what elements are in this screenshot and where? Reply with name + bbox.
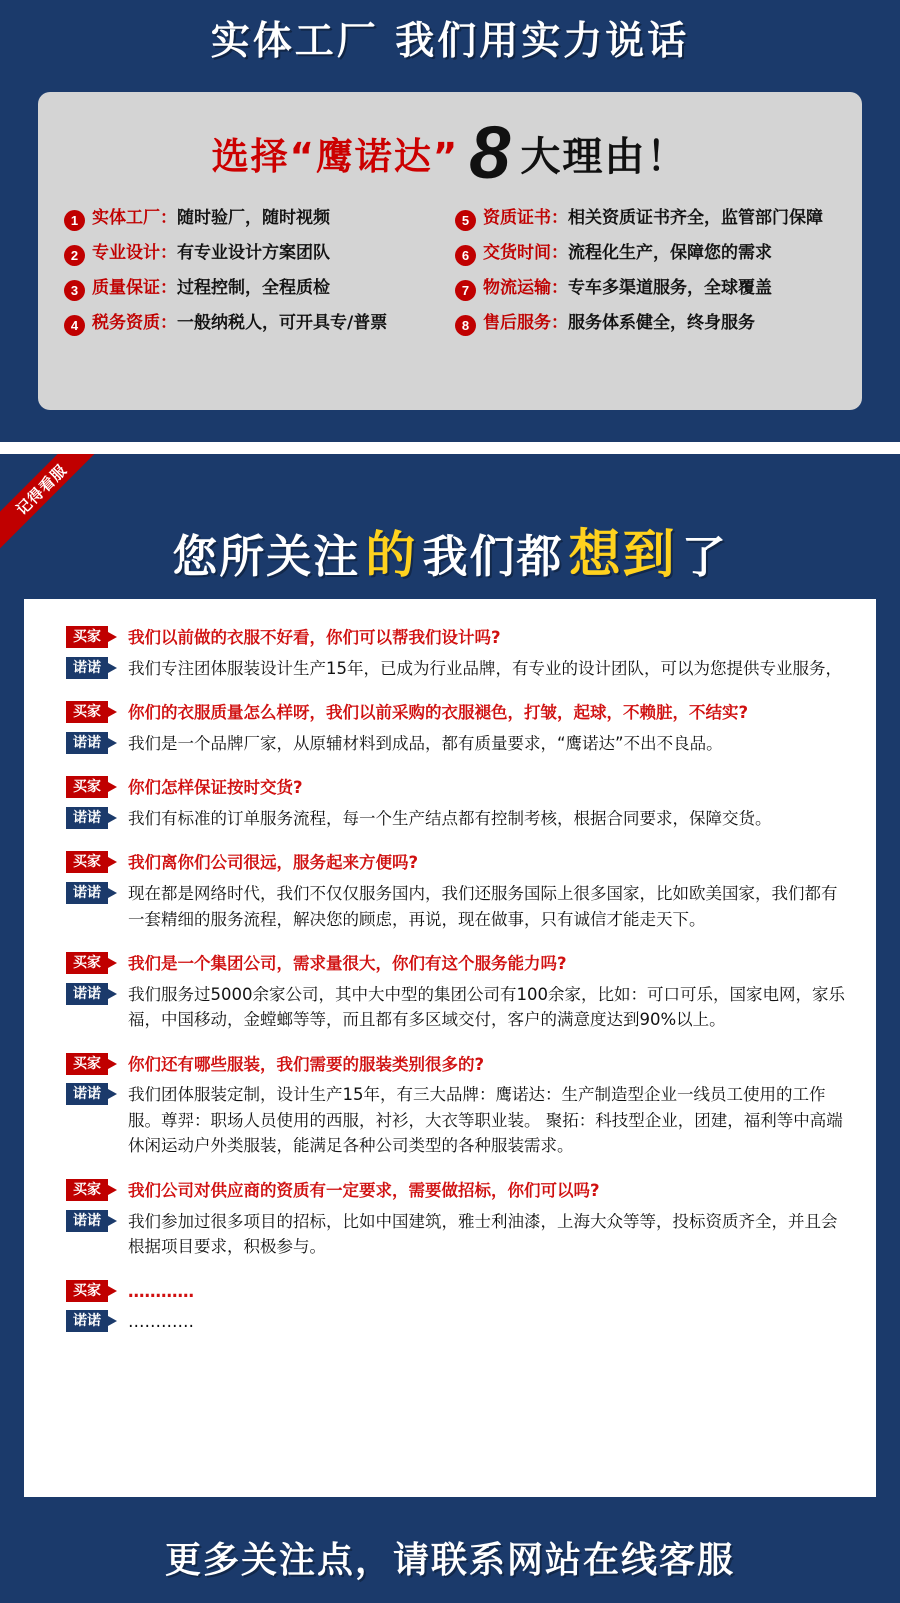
faq-question-row (66, 1052, 846, 1078)
faq-answer-row (66, 982, 846, 1033)
reason-item (64, 243, 445, 266)
seller-tag: 诺诺 (66, 807, 108, 829)
faq-question-row (66, 1178, 846, 1204)
faq-question-row (66, 775, 846, 801)
seller-tag: 诺诺 (66, 657, 108, 679)
reason-item (455, 208, 836, 231)
faq-question-text: 你们还有哪些服装，我们需要的服装类别很多的? (128, 1054, 485, 1074)
reason-value: 服务体系健全，终身服务 (568, 313, 755, 333)
reason-number-badge: 4 (64, 315, 85, 336)
reason-item (64, 313, 445, 336)
faq-item (66, 1279, 846, 1335)
section2-title (0, 454, 900, 584)
reason-number-badge: 5 (455, 210, 476, 231)
section2-title-part-a: 您所关注 (172, 530, 361, 583)
faq-answer-text: 我们有标准的订单服务流程，每一个生产结点都有控制考核，根据合同要求，保障交货。 (128, 808, 772, 828)
faq-answer-text: 现在都是网络时代，我们不仅仅服务国内，我们还服务国际上很多国家，比如欧美国家，我们都有一套精细的服务流程，解决您的顾虑，再说，现在做事，只有诚信才能走天下。 (128, 883, 838, 929)
faq-question-text: ………… (128, 1281, 194, 1301)
reason-item (455, 278, 836, 301)
buyer-tag: 买家 (66, 701, 108, 723)
reasons-heading (64, 108, 836, 198)
seller-tag: 诺诺 (66, 1083, 108, 1105)
reasons-box (38, 92, 862, 410)
section2-title-part-c: 我们都 (422, 530, 564, 583)
buyer-tag: 买家 (66, 952, 108, 974)
faq-answer-row (66, 731, 846, 757)
faq-answer-row (66, 881, 846, 932)
faq-answer-text: 我们参加过很多项目的招标，比如中国建筑，雅士利油漆，上海大众等等，投标资质齐全，并且会根据项目要求，积极参与。 (128, 1211, 838, 1257)
reason-key: 质量保证： (92, 278, 177, 298)
buyer-tag: 买家 (66, 1179, 108, 1201)
faq-item (66, 700, 846, 756)
reason-number-badge: 7 (455, 280, 476, 301)
faq-question-row (66, 700, 846, 726)
reason-item (64, 278, 445, 301)
reason-number-badge: 1 (64, 210, 85, 231)
buyer-tag: 买家 (66, 626, 108, 648)
reason-value: 有专业设计方案团队 (177, 243, 330, 263)
seller-tag: 诺诺 (66, 732, 108, 754)
section-faq (0, 454, 900, 1603)
section2-title-part-e: 了 (681, 532, 728, 583)
faq-item (66, 1052, 846, 1159)
reasons-heading-left: 选择“鹰诺达” (211, 135, 460, 178)
faq-item (66, 1178, 846, 1260)
faq-item (66, 775, 846, 831)
reason-key: 专业设计： (92, 243, 177, 263)
section2-footer: 更多关注点，请联系网站在线客服 (164, 1540, 735, 1581)
seller-tag: 诺诺 (66, 983, 108, 1005)
faq-question-text: 你们的衣服质量怎么样呀，我们以前采购的衣服褪色，打皱，起球，不赖脏，不结实? (128, 703, 749, 723)
reason-value: 过程控制，全程质检 (177, 278, 330, 298)
buyer-tag: 买家 (66, 1280, 108, 1302)
faq-answer-row (66, 1082, 846, 1159)
faq-item (66, 850, 846, 932)
reason-key: 税务资质： (92, 313, 177, 333)
reason-value: 流程化生产，保障您的需求 (568, 243, 772, 263)
faq-question-text: 我们以前做的衣服不好看，你们可以帮我们设计吗? (128, 628, 501, 647)
reason-key: 物流运输： (483, 278, 568, 298)
reason-key: 交货时间： (483, 243, 568, 263)
reason-item (64, 208, 445, 231)
faq-answer-row (66, 1309, 846, 1335)
faq-question-text: 我们公司对供应商的资质有一定要求，需要做招标，你们可以吗? (128, 1181, 600, 1200)
reason-key: 资质证书： (483, 208, 568, 228)
section2-title-part-d: 想到 (568, 525, 677, 585)
faq-card (24, 599, 876, 1497)
reason-key: 售后服务： (483, 313, 568, 333)
faq-question-text: 你们怎样保证按时交货? (128, 778, 303, 798)
reason-item (455, 243, 836, 266)
section2-title-part-b: 的 (365, 526, 418, 584)
seller-tag: 诺诺 (66, 1210, 108, 1232)
faq-question-row (66, 1279, 846, 1305)
reason-value: 随时验厂，随时视频 (177, 208, 330, 228)
faq-question-row (66, 625, 846, 651)
reasons-heading-number: 8 (469, 110, 511, 194)
faq-question-row (66, 850, 846, 876)
faq-question-row (66, 951, 846, 977)
buyer-tag: 买家 (66, 776, 108, 798)
buyer-tag: 买家 (66, 1053, 108, 1075)
faq-question-text: 我们离你们公司很远，服务起来方便吗? (128, 853, 419, 873)
reason-number-badge: 6 (455, 245, 476, 266)
reason-number-badge: 2 (64, 245, 85, 266)
reason-value: 一般纳税人，可开具专/普票 (177, 313, 388, 333)
corner-ribbon: 记得看服 (0, 454, 103, 551)
faq-item (66, 951, 846, 1033)
faq-answer-text: ………… (128, 1312, 194, 1332)
reasons-heading-right: 大理由！ (520, 133, 689, 180)
seller-tag: 诺诺 (66, 882, 108, 904)
faq-answer-row (66, 656, 846, 682)
section1-headline: 实体工厂 我们用实力说话 (210, 19, 690, 64)
section-eight-reasons (0, 0, 900, 442)
faq-answer-text: 我们专注团体服装设计生产15年，已成为行业品牌，有专业的设计团队，可以为您提供专业服务， (128, 658, 842, 678)
buyer-tag: 买家 (66, 851, 108, 873)
section-divider (0, 442, 900, 454)
faq-question-text: 我们是一个集团公司，需求量很大，你们有这个服务能力吗? (128, 954, 567, 974)
reason-number-badge: 8 (455, 315, 476, 336)
seller-tag: 诺诺 (66, 1310, 108, 1332)
reason-item (455, 313, 836, 336)
faq-item (66, 625, 846, 681)
reason-value: 相关资质证书齐全，监管部门保障 (568, 208, 823, 228)
reason-key: 实体工厂： (92, 208, 177, 228)
faq-answer-text: 我们是一个品牌厂家，从原辅材料到成品，都有质量要求，“鹰诺达”不出不良品。 (128, 733, 723, 753)
faq-answer-text: 我们团体服装定制，设计生产15年，有三大品牌：鹰诺达：生产制造型企业一线员工使用的工作服。尊羿：职场人员使用的西服，衬衫，大衣等职业装。 聚拓：科技型企业，团建，福利等中高端休闲运动户外类服装，能满足各种公司类型的各种服装需求。 (128, 1085, 843, 1156)
faq-answer-row (66, 1209, 846, 1260)
faq-answer-text: 我们服务过5000余家公司，其中大中型的集团公司有100余家，比如：可口可乐，国家电网，家乐福，中国移动，金螳螂等等，而且都有多区域交付，客户的满意度达到90%以上。 (128, 984, 845, 1030)
reason-number-badge: 3 (64, 280, 85, 301)
reasons-grid (64, 208, 836, 336)
faq-answer-row (66, 806, 846, 832)
reason-value: 专车多渠道服务，全球覆盖 (568, 278, 772, 298)
